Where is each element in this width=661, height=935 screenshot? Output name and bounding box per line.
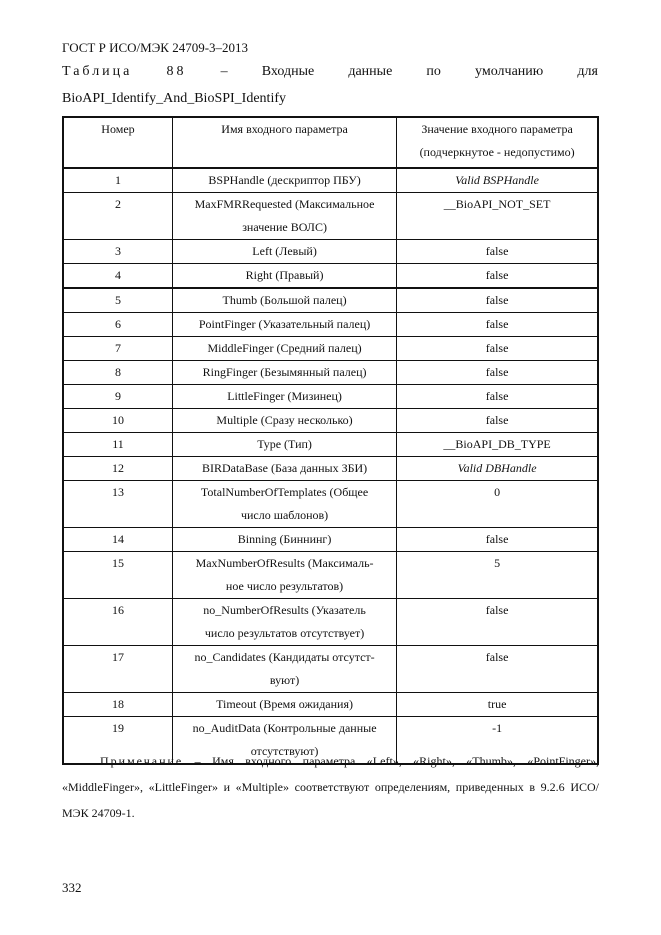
row-number: 8 <box>63 361 172 385</box>
table-row <box>63 409 598 433</box>
table-body <box>63 168 598 764</box>
row-param-name <box>172 337 396 361</box>
caption-word: Входные <box>261 64 315 79</box>
table-row <box>63 313 598 337</box>
row-number: 11 <box>63 433 172 457</box>
param-name-line: ное число результатов) <box>225 579 344 593</box>
row-param-value: 0 <box>397 481 598 528</box>
param-name-line: Thumb (Большой палец) <box>222 293 347 307</box>
note-text: – Имя входного параметра «Left», «Right», «Thumb», «PointFinger», «MiddleFinger», «LittleFinger» и «Multiple» соответствуют определениям, приведенных в 9.2.6 ИСО/МЭК 24709-1. <box>62 754 599 820</box>
row-number: 16 <box>63 599 172 646</box>
row-param-value: -1 <box>397 717 598 765</box>
caption-word: по <box>426 64 441 79</box>
row-param-value: false <box>397 337 598 361</box>
param-name-line: LittleFinger (Мизинец) <box>227 389 342 403</box>
caption-table-number: 88 <box>166 64 187 79</box>
row-param-value: false <box>397 599 598 646</box>
param-name-line: RingFinger (Безымянный палец) <box>202 365 367 379</box>
row-param-value: false <box>397 313 598 337</box>
caption-dash: – <box>220 64 228 79</box>
table-row <box>63 264 598 289</box>
table-row <box>63 240 598 264</box>
row-param-value: true <box>397 693 598 717</box>
caption-word: для <box>577 64 598 79</box>
param-name-line: TotalNumberOfTemplates (Общее <box>200 485 369 499</box>
param-name-line: Left (Левый) <box>252 244 317 258</box>
param-name-line: BSPHandle (дескриптор ПБУ) <box>208 173 361 187</box>
param-name-line: Timeout (Время ожидания) <box>216 697 353 711</box>
table-row <box>63 552 598 599</box>
row-number: 4 <box>63 264 172 289</box>
row-number: 13 <box>63 481 172 528</box>
row-param-name <box>172 313 396 337</box>
param-name-line: отсутствуют) <box>250 744 319 758</box>
table-header-row <box>63 117 598 168</box>
row-number: 18 <box>63 693 172 717</box>
row-param-name <box>172 528 396 552</box>
table-caption <box>62 64 598 80</box>
row-param-name <box>172 240 396 264</box>
row-number: 3 <box>63 240 172 264</box>
row-param-value: Valid BSPHandle <box>397 168 598 193</box>
table-note <box>62 748 599 826</box>
param-name-line: no_NumberOfResults (Указатель <box>203 603 366 617</box>
param-name-line: PointFinger (Указательный палец) <box>198 317 371 331</box>
row-param-name <box>172 552 396 599</box>
row-number: 10 <box>63 409 172 433</box>
row-param-value: __BioAPI_NOT_SET <box>397 193 598 240</box>
row-param-name <box>172 168 396 193</box>
row-number: 12 <box>63 457 172 481</box>
param-name-line: MaxFMRRequested (Максимальное <box>194 197 375 211</box>
header-param-name: Имя входного параметра <box>172 117 396 168</box>
caption-word: умолчанию <box>475 64 544 79</box>
row-param-name <box>172 361 396 385</box>
param-name-line: Binning (Биннинг) <box>237 532 332 546</box>
row-param-value: false <box>397 385 598 409</box>
row-param-name <box>172 288 396 313</box>
row-number: 19 <box>63 717 172 765</box>
row-param-value: false <box>397 528 598 552</box>
row-param-name <box>172 193 396 240</box>
row-number: 6 <box>63 313 172 337</box>
row-param-value: __BioAPI_DB_TYPE <box>397 433 598 457</box>
row-param-name <box>172 385 396 409</box>
table-row <box>63 457 598 481</box>
parameters-table <box>62 116 599 765</box>
note-label: Примечание <box>100 754 184 768</box>
table-row <box>63 646 598 693</box>
row-param-value: Valid DBHandle <box>397 457 598 481</box>
table-row <box>63 288 598 313</box>
param-name-line: MaxNumberOfResults (Максималь- <box>195 556 374 570</box>
param-name-line: Multiple (Сразу несколько) <box>216 413 353 427</box>
row-param-name <box>172 457 396 481</box>
header-param-value <box>397 117 598 168</box>
row-param-name <box>172 433 396 457</box>
param-name-line: вуют) <box>269 673 300 687</box>
table-row <box>63 481 598 528</box>
param-name-line: no_AuditData (Контрольные данные <box>192 721 377 735</box>
row-param-value: false <box>397 409 598 433</box>
row-number: 7 <box>63 337 172 361</box>
param-name-line: число шаблонов) <box>240 508 329 522</box>
row-param-name <box>172 646 396 693</box>
table-row <box>63 693 598 717</box>
row-number: 9 <box>63 385 172 409</box>
document-code: ГОСТ Р ИСО/МЭК 24709-3–2013 <box>62 40 249 55</box>
param-name-line: Type (Тип) <box>257 437 312 451</box>
row-param-name <box>172 599 396 646</box>
caption-word-table: Таблица <box>62 64 133 79</box>
row-param-value: false <box>397 288 598 313</box>
caption-word: данные <box>348 64 393 79</box>
param-name-line: значение ВОЛС) <box>242 220 327 234</box>
param-name-line: MiddleFinger (Средний палец) <box>207 341 362 355</box>
table-row <box>63 168 598 193</box>
param-name-line: BIRDataBase (База данных ЗБИ) <box>201 461 368 475</box>
header-value-line2: (подчеркнутое - недопустимо) <box>419 145 575 159</box>
row-param-name <box>172 409 396 433</box>
table-row <box>63 361 598 385</box>
row-number: 2 <box>63 193 172 240</box>
row-param-value: 5 <box>397 552 598 599</box>
row-param-value: false <box>397 646 598 693</box>
row-param-value: false <box>397 264 598 289</box>
row-param-name <box>172 481 396 528</box>
row-number: 5 <box>63 288 172 313</box>
page-number: 332 <box>62 880 82 895</box>
param-name-line: число результатов отсутствует) <box>204 626 365 640</box>
row-number: 15 <box>63 552 172 599</box>
param-name-line: no_Candidates (Кандидаты отсутст- <box>194 650 375 664</box>
row-number: 1 <box>63 168 172 193</box>
header-value-line1: Значение входного параметра <box>421 122 573 136</box>
param-name-line: Right (Правый) <box>245 268 324 282</box>
header-number: Номер <box>63 117 172 168</box>
table-row <box>63 337 598 361</box>
table-row <box>63 528 598 552</box>
row-param-name <box>172 264 396 289</box>
row-param-name <box>172 693 396 717</box>
row-number: 17 <box>63 646 172 693</box>
table-row <box>63 385 598 409</box>
caption-function-name: BioAPI_Identify_And_BioSPI_Identify <box>62 91 286 106</box>
table-row <box>63 599 598 646</box>
row-param-value: false <box>397 240 598 264</box>
table-row <box>63 193 598 240</box>
row-param-value: false <box>397 361 598 385</box>
row-number: 14 <box>63 528 172 552</box>
table-row <box>63 433 598 457</box>
